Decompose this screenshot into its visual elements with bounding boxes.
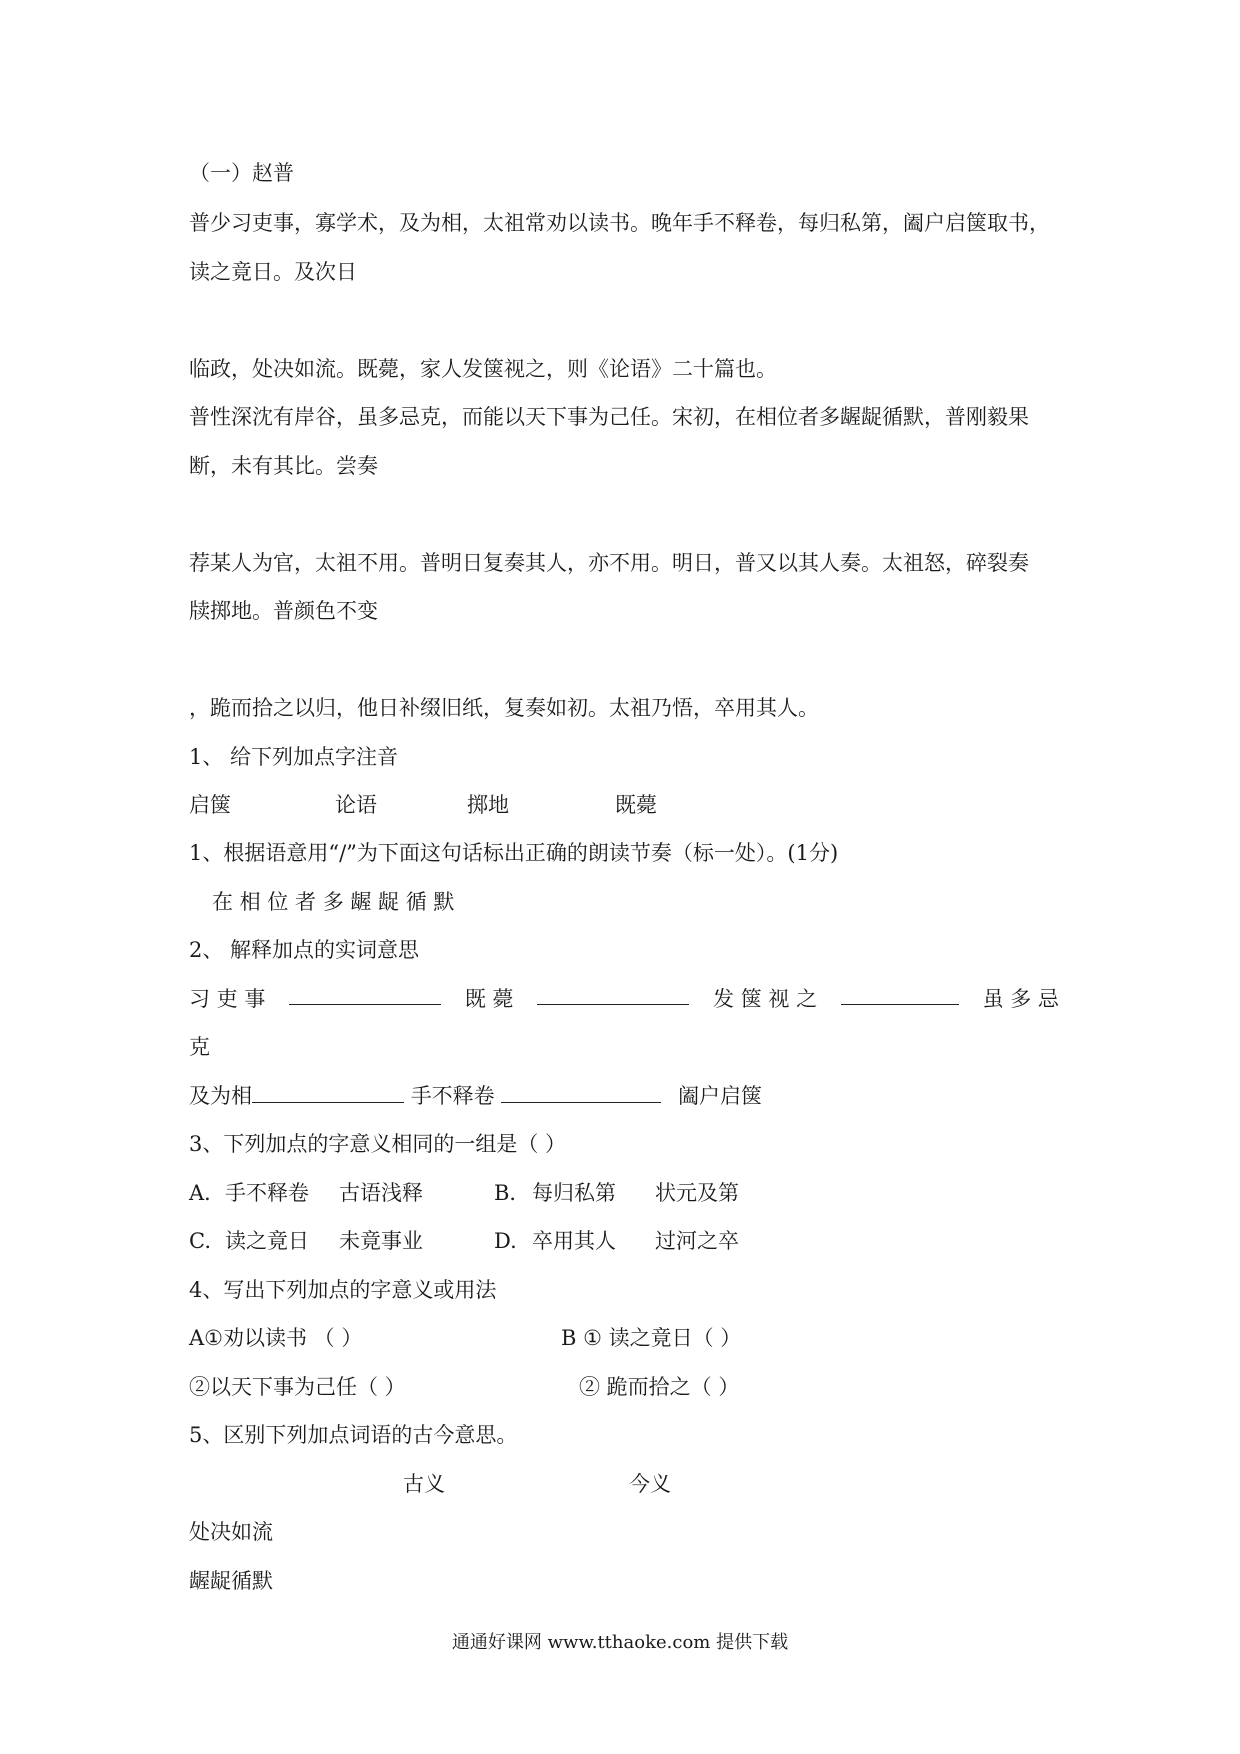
passage-line: 普少习吏事，寡学术，及为相，太祖常劝以读书。晚年手不释卷，每归私第，阖户启箧取书， (189, 211, 1050, 235)
term-item: 发 箧 视 之 (713, 987, 818, 1011)
passage-line: 断，未有其比。尝奏 (189, 454, 378, 478)
option-d-text-2: 过河之卒 (655, 1229, 739, 1253)
option-a-text-1: 手不释卷 (225, 1181, 309, 1205)
term-item: 习 吏 事 (189, 987, 266, 1011)
passage-line: 荐某人为官，太祖不用。普明日复奏其人，亦不用。明日，普又以其人奏。太祖怒，碎裂奏 (189, 551, 1029, 575)
option-d-label: D. (494, 1229, 517, 1253)
question-4-title: 4、写出下列加点的字意义或用法 (189, 1278, 497, 1302)
option-a-label: A． (189, 1181, 226, 1205)
question-5-title: 5、区别下列加点词语的古今意思。 (189, 1423, 518, 1447)
answer-blank[interactable] (537, 984, 689, 1005)
passage-line: ，跪而拾之以归，他日补缀旧纸，复奏如初。太祖乃悟，卒用其人。 (189, 696, 819, 720)
word-item: 论语 (335, 793, 377, 817)
answer-blank[interactable] (501, 1082, 661, 1103)
item-a2: ②以天下事为己任（ ） (189, 1375, 406, 1399)
question-2-row-1-wrap: 克 (189, 1035, 210, 1059)
option-a-text-2: 古语浅释 (339, 1181, 423, 1205)
question-1-title: 1、 给下列加点字注音 (189, 745, 399, 769)
term-item: 虽 多 忌 (982, 987, 1059, 1011)
option-b-text-1: 每归私第 (532, 1181, 616, 1205)
term-item: 及为相 (189, 1084, 252, 1108)
word-item: 掷地 (467, 793, 509, 817)
option-c-text-1: 读之竟日 (225, 1229, 309, 1253)
item-a1: A①劝以读书 （ ） (189, 1326, 363, 1350)
footer-source: 通通好课网 www.tthaoke.com 提供下载 (451, 1632, 789, 1653)
answer-blank[interactable] (289, 984, 441, 1005)
item-b1: B ① 读之竟日（ ） (561, 1326, 742, 1350)
question-2-row-2 (189, 1081, 1059, 1111)
passage-line: 牍掷地。普颜色不变 (189, 599, 378, 623)
option-c-label: C. (189, 1229, 211, 1253)
term-item: 阖户启箧 (678, 1084, 763, 1108)
term-item: 既 薨 (464, 987, 514, 1011)
answer-blank[interactable] (841, 984, 959, 1005)
section-title: （一）赵普 (189, 161, 294, 185)
option-b-label: B． (494, 1181, 531, 1205)
question-2-row-1 (189, 984, 1059, 1014)
option-c-text-2: 未竟事业 (339, 1229, 423, 1253)
passage-line: 临政，处决如流。既薨，家人发箧视之，则《论语》二十篇也。 (189, 357, 777, 381)
item-b2: ② 跪而拾之（ ） (579, 1375, 740, 1399)
question-3-title: 3、下列加点的字意义相同的一组是（ ） (189, 1132, 567, 1156)
question-5-row: 处决如流 (189, 1520, 273, 1544)
passage-line: 读之竟日。及次日 (189, 260, 357, 284)
column-ancient-meaning: 古义 (403, 1472, 445, 1496)
passage-line: 普性深沈有岸谷，虽多忌克，而能以天下事为己任。宋初，在相位者多龌龊循默，普刚毅果 (189, 405, 1029, 429)
term-item: 手不释卷 (410, 1084, 495, 1108)
answer-blank[interactable] (252, 1082, 404, 1103)
option-b-text-2: 状元及第 (655, 1181, 739, 1205)
word-item: 既薨 (615, 793, 657, 817)
option-d-text-1: 卒用其人 (532, 1229, 616, 1253)
question-1b-sentence: 在 相 位 者 多 龌 龊 循 默 (212, 890, 455, 914)
column-modern-meaning: 今义 (629, 1472, 671, 1496)
word-item: 启箧 (189, 793, 231, 817)
question-1b-title: 1、根据语意用“/”为下面这句话标出正确的朗读节奏（标一处）。(1分) (189, 841, 839, 865)
question-2-title: 2、 解释加点的实词意思 (189, 938, 420, 962)
question-5-row: 龌龊循默 (189, 1569, 273, 1593)
